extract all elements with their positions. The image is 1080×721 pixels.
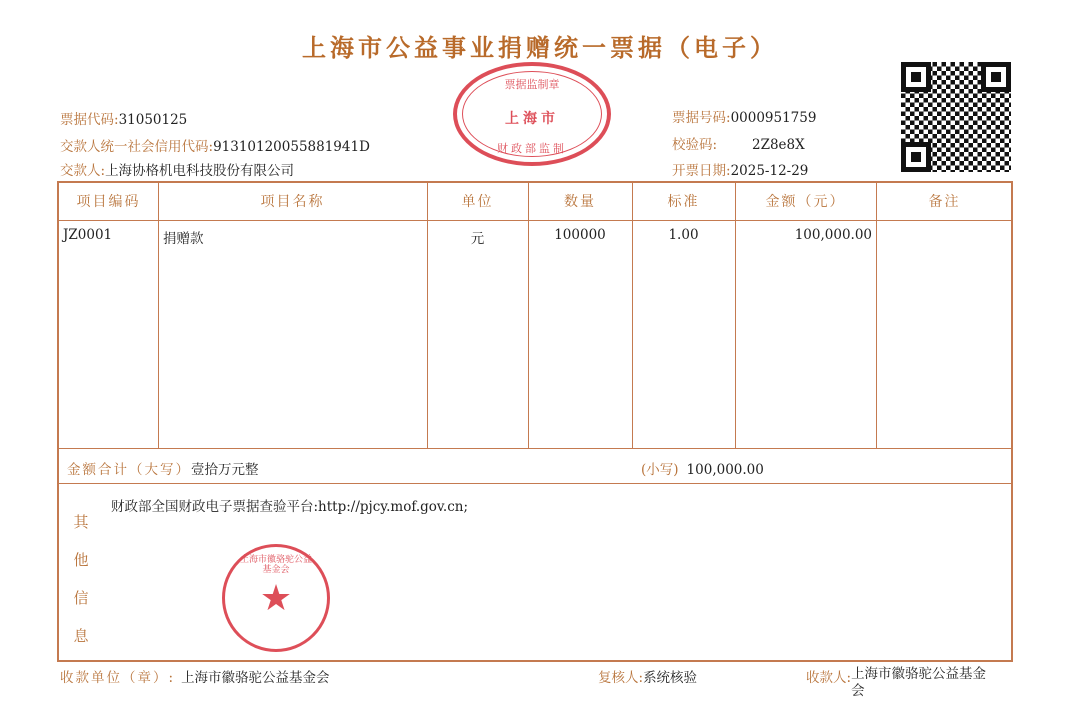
- payer-label: 交款人:: [60, 163, 106, 179]
- total-lower: [641, 458, 764, 478]
- document-title: 上海市公益事业捐赠统一票据（电子）: [302, 34, 778, 62]
- col-header-name: 项目名称: [260, 194, 325, 210]
- bill-code: 31050125: [118, 112, 188, 128]
- payee-row: [806, 666, 1016, 700]
- col-header-amount: 金额（元）: [765, 194, 846, 210]
- cell-qty: 100000: [554, 227, 606, 243]
- issue-date-label: 开票日期:: [672, 163, 731, 179]
- stamp-line1: 票据监制章: [504, 78, 560, 91]
- payee-unit: 上海市徽骆驼公益基金会: [181, 670, 330, 686]
- col-header-std: 标准: [667, 194, 700, 210]
- col-header-note: 备注: [928, 194, 961, 210]
- payee: 上海市徽骆驼公益基金会: [851, 666, 987, 699]
- cell-std: 1.00: [668, 227, 699, 243]
- payer-row: [60, 159, 294, 179]
- credit-code: 91310120055881941D: [213, 139, 370, 155]
- reviewer-label: 复核人:: [598, 670, 644, 686]
- total-upper-label: 金额合计（大写）: [67, 462, 191, 478]
- issue-date-row: [672, 159, 808, 179]
- stamp-line2: 上海市: [505, 111, 559, 127]
- credit-code-row: [60, 135, 370, 155]
- reviewer: 系统核验: [643, 670, 698, 686]
- cell-unit: 元: [470, 231, 485, 247]
- cell-amount: 100,000.00: [794, 227, 872, 243]
- total-upper-value: 壹拾万元整: [191, 462, 259, 478]
- supervision-stamp: [453, 62, 611, 166]
- other-info-text: 财政部全国财政电子票据查验平台:http://pjcy.mof.gov.cn;: [111, 499, 469, 515]
- payee-unit-label: 收款单位（章）:: [60, 670, 176, 686]
- col-header-code: 项目编码: [76, 194, 141, 210]
- qr-code: [901, 62, 1011, 172]
- payee-unit-row: [60, 666, 330, 686]
- stamp-line3: 财政部监制: [497, 142, 567, 155]
- payee-stamp-text: 上海市徽骆驼公益基金会: [239, 555, 312, 575]
- bill-number-row: [672, 106, 816, 126]
- payer: 上海协格机电科技股份有限公司: [105, 163, 295, 179]
- reviewer-row: [598, 666, 697, 686]
- bill-number-label: 票据号码:: [672, 110, 731, 126]
- check-code: 2Z8e8X: [752, 137, 805, 153]
- total-lower-label: (小写): [641, 462, 679, 478]
- bill-code-row: [60, 108, 187, 128]
- col-header-qty: 数量: [564, 194, 596, 210]
- bill-number: 0000951759: [730, 110, 817, 126]
- credit-code-label: 交款人统一社会信用代码:: [60, 139, 214, 155]
- payee-stamp: [222, 544, 330, 652]
- issue-date: 2025-12-29: [730, 163, 809, 179]
- receipt-table: [57, 181, 1013, 662]
- total-upper: [67, 458, 259, 478]
- total-lower-value: 100,000.00: [686, 462, 764, 478]
- payee-label: 收款人:: [806, 670, 852, 686]
- check-code-row: [672, 133, 805, 153]
- other-info-label: 其他信息: [73, 513, 89, 645]
- col-header-unit: 单位: [461, 194, 494, 210]
- cell-code: JZ0001: [63, 227, 113, 243]
- star-icon: ★: [259, 578, 293, 619]
- bill-code-label: 票据代码:: [60, 112, 119, 128]
- check-code-label: 校验码:: [672, 137, 718, 153]
- cell-name: 捐赠款: [163, 231, 204, 247]
